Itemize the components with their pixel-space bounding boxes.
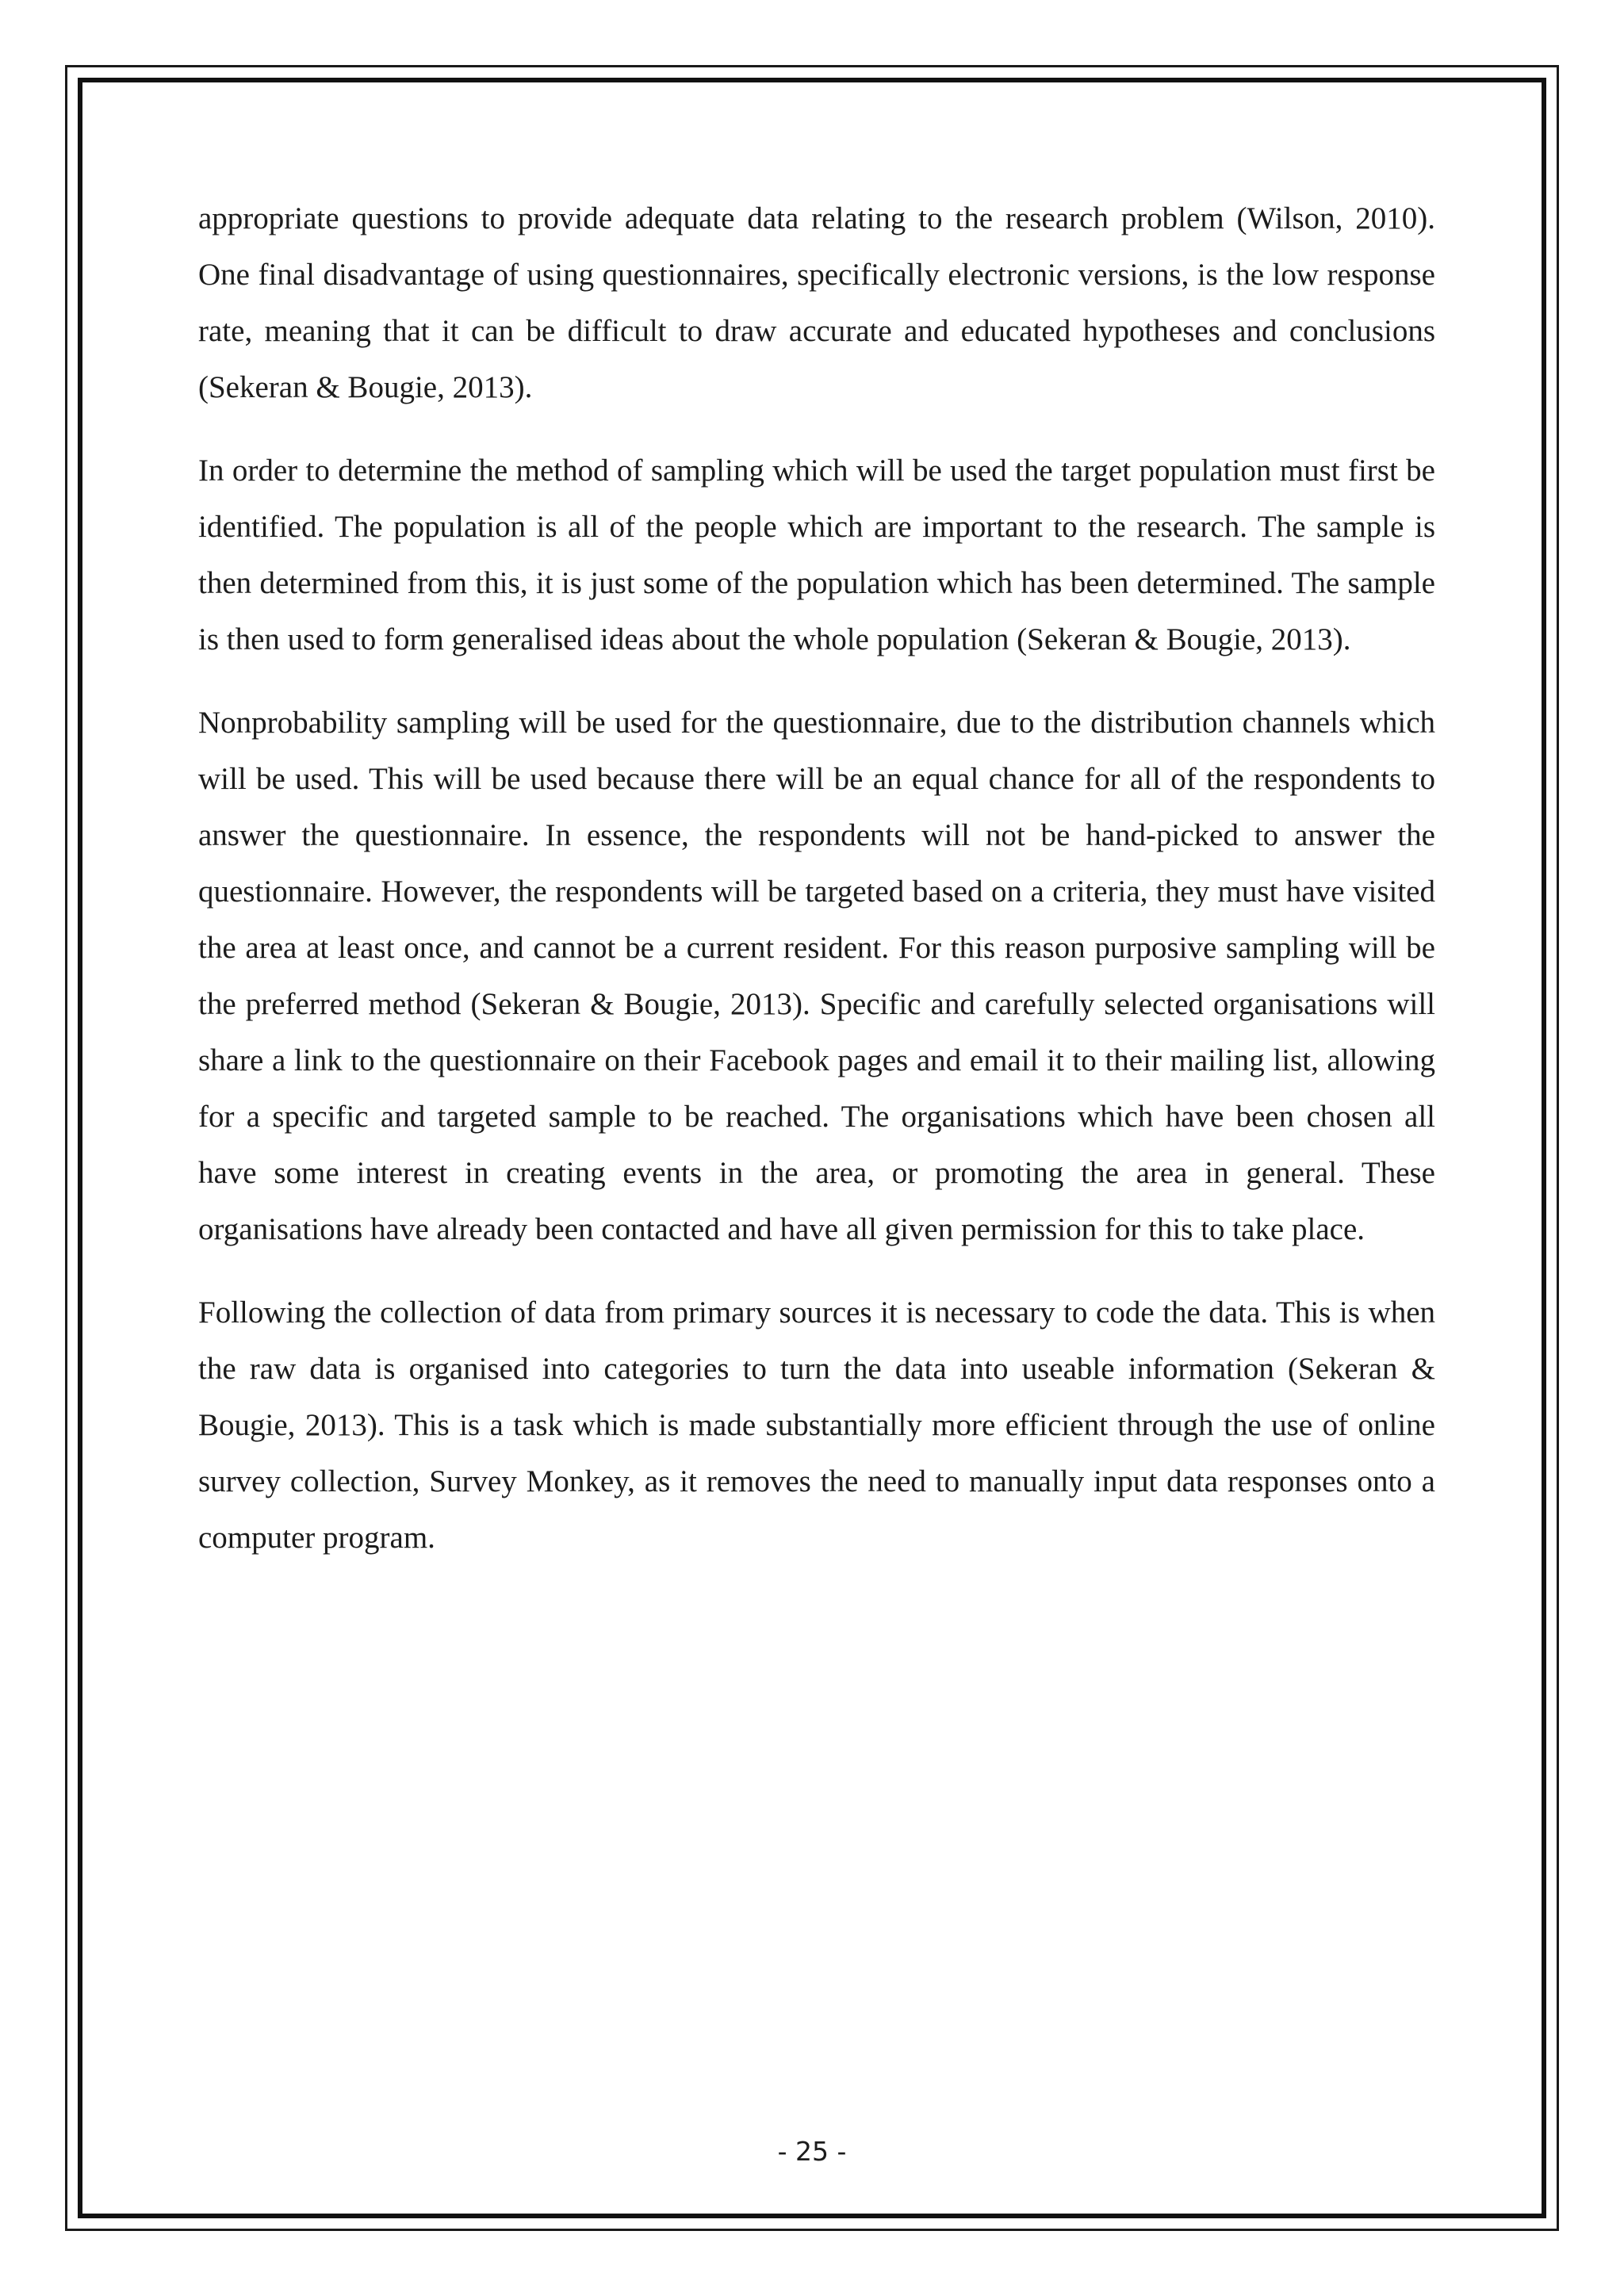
paragraph-4: Following the collection of data from primary sources it is necessary to code the data. This is when the raw data is organised into categories to turn the data into useable information (Sekeran & Bougie, 2013). This is a task which is made substantially more efficient through the use of online survey collection, Survey Monkey, as it removes the need to manually input data responses onto a computer program. bbox=[198, 1295, 1435, 1555]
paragraph-2: In order to determine the method of sampling which will be used the target population must first be identified. The population is all of the people which are important to the research. The sample is then determined from this, it is just some of the population which has been determined. The sample is then used to form generalised ideas about the whole population (Sekeran & Bougie, 2013). bbox=[198, 453, 1435, 656]
body-text bbox=[198, 190, 1435, 1593]
paragraph-3: Nonprobability sampling will be used for the questionnaire, due to the distribution channels which will be used. This will be used because there will be an equal chance for all of the respondents to answer the questionnaire. In essence, the respondents will not be hand-picked to answer the questionnaire. However, the respondents will be targeted based on a criteria, they must have visited the area at least once, and cannot be a current resident. For this reason purposive sampling will be the preferred method (Sekeran & Bougie, 2013). Specific and carefully selected organisations will share a link to the questionnaire on their Facebook pages and email it to their mailing list, allowing for a specific and targeted sample to be reached. The organisations which have been chosen all have some interest in creating events in the area, or promoting the area in general. These organisations have already been contacted and have all given permission for this to take place. bbox=[198, 706, 1435, 1246]
page-number: - 25 - bbox=[777, 2136, 847, 2167]
paragraph-1: appropriate questions to provide adequate data relating to the research problem (Wilson, 2010). One final disadvantage of using questionnaires, specifically electronic versions, is the low response rate, meaning that it can be difficult to draw accurate and educated hypotheses and conclusions (Sekeran & Bougie, 2013). bbox=[198, 201, 1435, 404]
